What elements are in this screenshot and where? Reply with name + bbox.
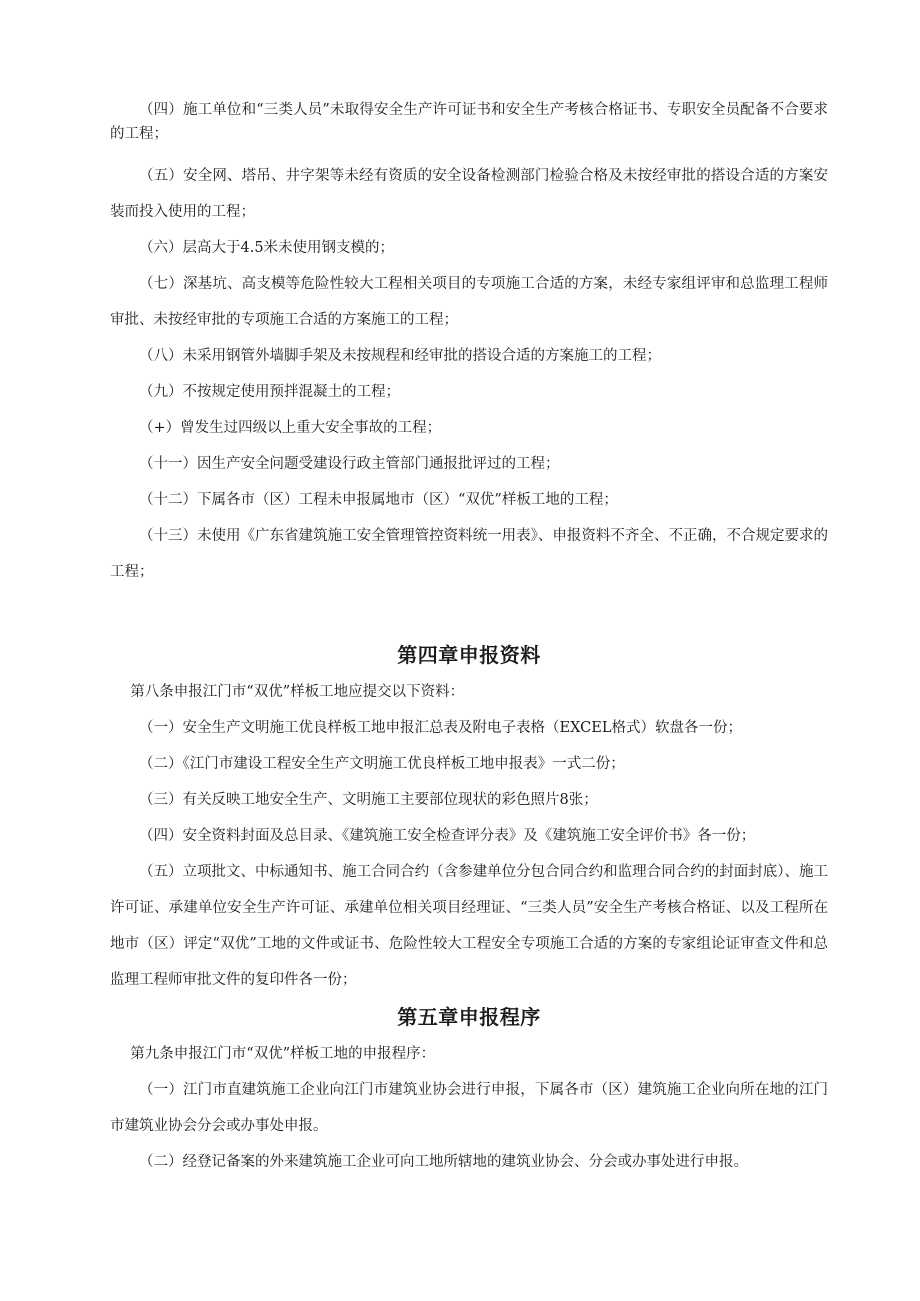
sec3-item-4: （四）施工单位和“三类人员”未取得安全生产许可证书和安全生产考核合格证书、专职安全员配备不合要求的工程；: [110, 102, 828, 142]
chapter4-title: 第四章申报资料: [397, 643, 541, 667]
chapter5-title: 第五章申报程序: [397, 1005, 541, 1029]
sec3-item-5: （五）安全网、塔吊、井字架等未经有资质的安全设备检测部门检验合格及未按经审批的搭设合适的方案安装而投入使用的工程；: [110, 168, 828, 220]
chapter4-item-3: （三）有关反映工地安全生产、文明施工主要部位现状的彩色照片8张；: [139, 792, 598, 808]
sec3-item-6: （六）层高大于4.5米未使用钢支模的；: [139, 240, 395, 256]
chapter4-item-2: （二）《江门市建设工程安全生产文明施工优良样板工地申报表》一式二份；: [139, 756, 625, 772]
chapter5-item-1: （一）江门市直建筑施工企业向江门市建筑业协会进行申报，下属各市（区）建筑施工企业向所在地的江门市建筑业协会分会或办事处申报。: [110, 1082, 828, 1134]
sec3-item-12: （十二）下属各市（区）工程未申报属地市（区）“双优”样板工地的工程；: [139, 492, 618, 508]
sec3-item-7: （七）深基坑、高支模等危险性较大工程相关项目的专项施工合适的方案，未经专家组评审和总监理工程师审批、未按经审批的专项施工合适的方案施工的工程；: [110, 276, 828, 328]
chapter4-article: 第八条申报江门市“双优”样板工地应提交以下资料：: [130, 684, 465, 700]
chapter5-item-2: （二）经登记备案的外来建筑施工企业可向工地所辖地的建筑业协会、分会或办事处进行申报。: [139, 1154, 748, 1170]
sec3-item-9: （九）不按规定使用预拌混凝土的工程；: [139, 384, 400, 400]
sec3-item-8: （八）未采用钢管外墙脚手架及未按规程和经审批的搭设合适的方案施工的工程；: [139, 348, 661, 364]
chapter4-item-4: （四）安全资料封面及总目录、《建筑施工安全检查评分表》及《建筑施工安全评价书》各一份；: [139, 828, 756, 844]
sec3-item-11: （十一）因生产安全问题受建设行政主管部门通报批评过的工程；: [139, 456, 560, 472]
chapter5-article: 第九条申报江门市“双优”样板工地的申报程序：: [130, 1046, 436, 1062]
chapter4-item-1: （一）安全生产文明施工优良样板工地申报汇总表及附电子表格（EXCEL格式）软盘各一份；: [139, 720, 742, 736]
chapter4-item-5: （五）立项批文、中标通知书、施工合同合约（含参建单位分包合同合约和监理合同合约的封面封底）、施工许可证、承建单位安全生产许可证、承建单位相关项目经理证、“三类人员”安全生产考核合格证、以及工程所在地市（区）评定“双优”工地的文件或证书、危险性较大工程安全专项施工合适的方案的专家组论证审查文件和总监理工程师审批文件的复印件各一份；: [110, 864, 828, 988]
sec3-item-10: （+）曾发生过四级以上重大安全事故的工程；: [139, 420, 442, 436]
sec3-item-13: （十三）未使用《广东省建筑施工安全管理管控资料统一用表》、申报资料不齐全、不正确，不合规定要求的工程；: [110, 528, 828, 580]
